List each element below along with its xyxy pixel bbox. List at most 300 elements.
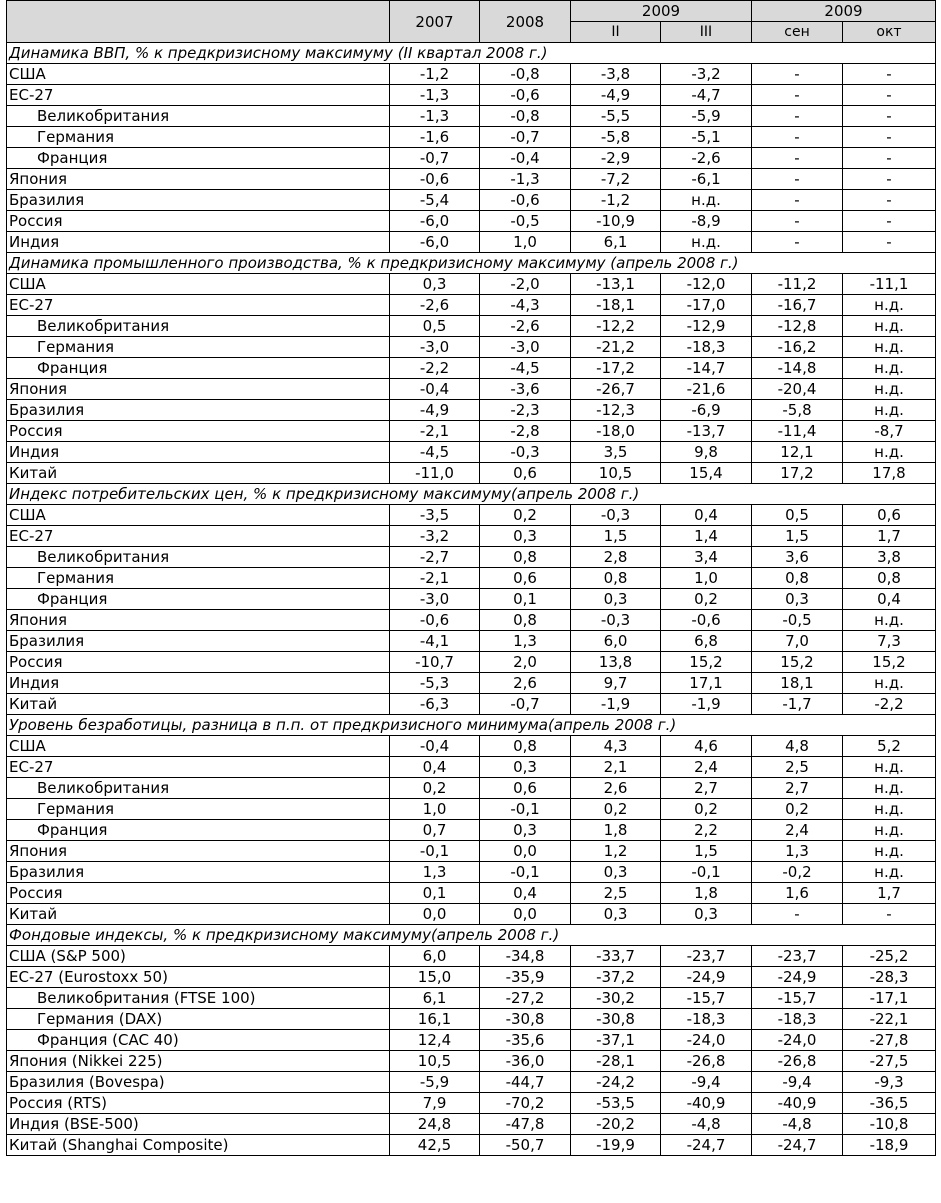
- row-label: ЕС-27: [7, 85, 390, 106]
- value-cell: 0,3: [571, 589, 661, 610]
- value-cell: -25,2: [843, 946, 936, 967]
- value-cell: -: [843, 148, 936, 169]
- value-cell: -12,0: [661, 274, 752, 295]
- value-cell: -24,9: [752, 967, 843, 988]
- section-header-row: [7, 43, 936, 64]
- value-cell: -22,1: [843, 1009, 936, 1030]
- row-label: США (S&P 500): [7, 946, 390, 967]
- value-cell: 7,0: [752, 631, 843, 652]
- value-cell: 0,8: [480, 610, 571, 631]
- row-label: США: [7, 274, 390, 295]
- value-cell: -0,1: [480, 862, 571, 883]
- section-title: Динамика ВВП, % к предкризисному максимуму (II квартал 2008 г.): [7, 43, 936, 64]
- value-cell: -11,2: [752, 274, 843, 295]
- section-title: Индекс потребительских цен, % к предкризисному максимуму(апрель 2008 г.): [7, 484, 936, 505]
- header-2009-months: 2009: [752, 1, 936, 22]
- value-cell: -18,3: [752, 1009, 843, 1030]
- value-cell: 2,7: [752, 778, 843, 799]
- row-label: Россия: [7, 421, 390, 442]
- value-cell: -: [752, 190, 843, 211]
- value-cell: 3,6: [752, 547, 843, 568]
- value-cell: 0,1: [390, 883, 480, 904]
- table-row: [7, 610, 936, 631]
- value-cell: -26,7: [571, 379, 661, 400]
- value-cell: 5,2: [843, 736, 936, 757]
- value-cell: -3,2: [390, 526, 480, 547]
- value-cell: 2,2: [661, 820, 752, 841]
- value-cell: 0,2: [661, 589, 752, 610]
- row-label: Бразилия: [7, 190, 390, 211]
- value-cell: -18,9: [843, 1135, 936, 1156]
- section-title: Динамика промышленного производства, % к предкризисному максимуму (апрель 2008 г.): [7, 253, 936, 274]
- value-cell: н.д.: [843, 295, 936, 316]
- value-cell: -24,0: [661, 1030, 752, 1051]
- value-cell: -70,2: [480, 1093, 571, 1114]
- header-oct: окт: [843, 22, 936, 43]
- row-label: Германия: [7, 337, 390, 358]
- value-cell: -13,7: [661, 421, 752, 442]
- value-cell: -4,8: [661, 1114, 752, 1135]
- row-label: США: [7, 505, 390, 526]
- table-row: [7, 820, 936, 841]
- table-row: [7, 421, 936, 442]
- value-cell: -4,8: [752, 1114, 843, 1135]
- value-cell: -2,2: [390, 358, 480, 379]
- value-cell: -26,8: [752, 1051, 843, 1072]
- value-cell: 0,0: [480, 841, 571, 862]
- value-cell: -15,7: [752, 988, 843, 1009]
- table-row: [7, 904, 936, 925]
- value-cell: -2,6: [390, 295, 480, 316]
- row-label: Россия: [7, 883, 390, 904]
- value-cell: -3,6: [480, 379, 571, 400]
- value-cell: -28,1: [571, 1051, 661, 1072]
- value-cell: 1,5: [661, 841, 752, 862]
- value-cell: 4,6: [661, 736, 752, 757]
- value-cell: -7,2: [571, 169, 661, 190]
- value-cell: -18,1: [571, 295, 661, 316]
- value-cell: 1,0: [661, 568, 752, 589]
- value-cell: -2,6: [661, 148, 752, 169]
- value-cell: -37,1: [571, 1030, 661, 1051]
- value-cell: н.д.: [661, 190, 752, 211]
- value-cell: -5,9: [390, 1072, 480, 1093]
- header-2007: 2007: [390, 1, 480, 43]
- value-cell: 1,4: [661, 526, 752, 547]
- value-cell: -30,8: [571, 1009, 661, 1030]
- row-label: ЕС-27: [7, 526, 390, 547]
- table-row: [7, 190, 936, 211]
- value-cell: 1,6: [752, 883, 843, 904]
- value-cell: -: [752, 85, 843, 106]
- value-cell: 1,7: [843, 526, 936, 547]
- value-cell: н.д.: [843, 379, 936, 400]
- value-cell: 1,5: [571, 526, 661, 547]
- value-cell: -2,0: [480, 274, 571, 295]
- value-cell: 1,3: [390, 862, 480, 883]
- row-label: Великобритания: [7, 778, 390, 799]
- table-row: [7, 379, 936, 400]
- section-header-row: [7, 715, 936, 736]
- value-cell: -27,5: [843, 1051, 936, 1072]
- value-cell: -0,8: [480, 106, 571, 127]
- value-cell: -4,9: [390, 400, 480, 421]
- value-cell: 7,9: [390, 1093, 480, 1114]
- value-cell: 10,5: [571, 463, 661, 484]
- value-cell: н.д.: [843, 820, 936, 841]
- row-label: Франция: [7, 148, 390, 169]
- value-cell: -16,2: [752, 337, 843, 358]
- value-cell: -: [843, 106, 936, 127]
- value-cell: -0,7: [480, 127, 571, 148]
- table-row: [7, 358, 936, 379]
- value-cell: -1,6: [390, 127, 480, 148]
- value-cell: -0,4: [390, 379, 480, 400]
- value-cell: 0,3: [661, 904, 752, 925]
- row-label: США: [7, 736, 390, 757]
- table-row: [7, 148, 936, 169]
- value-cell: 15,2: [752, 652, 843, 673]
- row-label: ЕС-27 (Eurostoxx 50): [7, 967, 390, 988]
- value-cell: -18,0: [571, 421, 661, 442]
- value-cell: 3,4: [661, 547, 752, 568]
- table-row: [7, 169, 936, 190]
- value-cell: 0,5: [752, 505, 843, 526]
- value-cell: 3,8: [843, 547, 936, 568]
- header-row-years: [7, 1, 936, 22]
- value-cell: -12,2: [571, 316, 661, 337]
- table-row: [7, 211, 936, 232]
- value-cell: -0,1: [390, 841, 480, 862]
- table-row: [7, 988, 936, 1009]
- value-cell: -2,3: [480, 400, 571, 421]
- value-cell: -36,0: [480, 1051, 571, 1072]
- value-cell: -: [843, 64, 936, 85]
- value-cell: -2,1: [390, 568, 480, 589]
- value-cell: 16,1: [390, 1009, 480, 1030]
- row-label: Франция: [7, 820, 390, 841]
- value-cell: -: [752, 232, 843, 253]
- value-cell: 0,0: [480, 904, 571, 925]
- value-cell: -8,9: [661, 211, 752, 232]
- value-cell: -35,6: [480, 1030, 571, 1051]
- value-cell: 9,7: [571, 673, 661, 694]
- table-row: [7, 106, 936, 127]
- table-row: [7, 967, 936, 988]
- header-q3: III: [661, 22, 752, 43]
- value-cell: -4,5: [390, 442, 480, 463]
- row-label: Франция: [7, 358, 390, 379]
- value-cell: -10,9: [571, 211, 661, 232]
- value-cell: -: [843, 127, 936, 148]
- value-cell: -0,8: [480, 64, 571, 85]
- value-cell: 1,0: [480, 232, 571, 253]
- value-cell: н.д.: [843, 442, 936, 463]
- value-cell: 2,6: [571, 778, 661, 799]
- table-row: [7, 274, 936, 295]
- value-cell: 0,6: [480, 778, 571, 799]
- value-cell: -1,3: [480, 169, 571, 190]
- value-cell: -0,6: [390, 610, 480, 631]
- value-cell: -3,8: [571, 64, 661, 85]
- value-cell: -28,3: [843, 967, 936, 988]
- table-row: [7, 589, 936, 610]
- row-label: Китай: [7, 463, 390, 484]
- value-cell: 0,2: [390, 778, 480, 799]
- value-cell: -: [752, 106, 843, 127]
- value-cell: -24,7: [752, 1135, 843, 1156]
- value-cell: 0,7: [390, 820, 480, 841]
- table-row: [7, 631, 936, 652]
- value-cell: -6,3: [390, 694, 480, 715]
- value-cell: н.д.: [843, 778, 936, 799]
- value-cell: 0,3: [390, 274, 480, 295]
- value-cell: -: [843, 211, 936, 232]
- value-cell: -6,0: [390, 211, 480, 232]
- row-label: Германия: [7, 568, 390, 589]
- value-cell: -0,2: [752, 862, 843, 883]
- value-cell: -8,7: [843, 421, 936, 442]
- value-cell: -15,7: [661, 988, 752, 1009]
- value-cell: 17,1: [661, 673, 752, 694]
- value-cell: 42,5: [390, 1135, 480, 1156]
- section-header-row: [7, 484, 936, 505]
- row-label: Великобритания: [7, 106, 390, 127]
- value-cell: 1,2: [571, 841, 661, 862]
- value-cell: -12,3: [571, 400, 661, 421]
- table-row: [7, 64, 936, 85]
- value-cell: -27,2: [480, 988, 571, 1009]
- value-cell: н.д.: [843, 757, 936, 778]
- row-label: США: [7, 64, 390, 85]
- value-cell: -6,9: [661, 400, 752, 421]
- value-cell: -0,1: [661, 862, 752, 883]
- row-label: Китай: [7, 904, 390, 925]
- value-cell: -0,6: [480, 85, 571, 106]
- row-label: Япония: [7, 379, 390, 400]
- value-cell: н.д.: [843, 862, 936, 883]
- table-row: [7, 778, 936, 799]
- value-cell: -0,3: [571, 610, 661, 631]
- value-cell: -40,9: [661, 1093, 752, 1114]
- value-cell: 6,1: [390, 988, 480, 1009]
- value-cell: 1,8: [571, 820, 661, 841]
- value-cell: 0,3: [480, 820, 571, 841]
- value-cell: -5,1: [661, 127, 752, 148]
- table-row: [7, 946, 936, 967]
- value-cell: -: [843, 169, 936, 190]
- value-cell: 1,5: [752, 526, 843, 547]
- value-cell: -11,0: [390, 463, 480, 484]
- value-cell: 0,0: [390, 904, 480, 925]
- value-cell: -5,3: [390, 673, 480, 694]
- value-cell: 0,2: [480, 505, 571, 526]
- value-cell: 0,6: [480, 568, 571, 589]
- row-label: Бразилия: [7, 400, 390, 421]
- value-cell: -17,1: [843, 988, 936, 1009]
- table-row: [7, 736, 936, 757]
- value-cell: -2,7: [390, 547, 480, 568]
- value-cell: 2,0: [480, 652, 571, 673]
- table-row: [7, 85, 936, 106]
- table-row: [7, 127, 936, 148]
- row-label: Бразилия: [7, 862, 390, 883]
- value-cell: -10,8: [843, 1114, 936, 1135]
- value-cell: 1,7: [843, 883, 936, 904]
- value-cell: -27,8: [843, 1030, 936, 1051]
- row-label: Россия: [7, 211, 390, 232]
- value-cell: н.д.: [843, 337, 936, 358]
- value-cell: -: [752, 127, 843, 148]
- row-label: Китай (Shanghai Composite): [7, 1135, 390, 1156]
- value-cell: -1,9: [571, 694, 661, 715]
- value-cell: -2,1: [390, 421, 480, 442]
- value-cell: -0,7: [390, 148, 480, 169]
- header-corner-cell: [7, 1, 390, 43]
- table-row: [7, 295, 936, 316]
- value-cell: -: [752, 64, 843, 85]
- value-cell: -18,3: [661, 337, 752, 358]
- value-cell: 1,8: [661, 883, 752, 904]
- value-cell: -10,7: [390, 652, 480, 673]
- section-header-row: [7, 925, 936, 946]
- row-label: Германия: [7, 127, 390, 148]
- value-cell: -1,3: [390, 85, 480, 106]
- value-cell: -4,9: [571, 85, 661, 106]
- value-cell: -23,7: [752, 946, 843, 967]
- value-cell: -1,7: [752, 694, 843, 715]
- value-cell: -4,1: [390, 631, 480, 652]
- header-2008: 2008: [480, 1, 571, 43]
- row-label: Китай: [7, 694, 390, 715]
- value-cell: -16,7: [752, 295, 843, 316]
- value-cell: 0,2: [661, 799, 752, 820]
- value-cell: 0,6: [843, 505, 936, 526]
- value-cell: -0,5: [752, 610, 843, 631]
- value-cell: -0,3: [571, 505, 661, 526]
- value-cell: 17,2: [752, 463, 843, 484]
- value-cell: 12,4: [390, 1030, 480, 1051]
- value-cell: н.д.: [843, 673, 936, 694]
- row-label: Великобритания: [7, 547, 390, 568]
- value-cell: 3,5: [571, 442, 661, 463]
- value-cell: 0,8: [752, 568, 843, 589]
- value-cell: -5,8: [752, 400, 843, 421]
- value-cell: 2,5: [571, 883, 661, 904]
- table-row: [7, 1030, 936, 1051]
- value-cell: 0,3: [752, 589, 843, 610]
- value-cell: -6,1: [661, 169, 752, 190]
- value-cell: -20,4: [752, 379, 843, 400]
- value-cell: -5,4: [390, 190, 480, 211]
- value-cell: -0,4: [390, 736, 480, 757]
- table-row: [7, 1093, 936, 1114]
- value-cell: 15,2: [843, 652, 936, 673]
- table-row: [7, 463, 936, 484]
- value-cell: -14,7: [661, 358, 752, 379]
- value-cell: 6,8: [661, 631, 752, 652]
- value-cell: 0,8: [480, 736, 571, 757]
- value-cell: н.д.: [843, 841, 936, 862]
- value-cell: -44,7: [480, 1072, 571, 1093]
- value-cell: -1,9: [661, 694, 752, 715]
- value-cell: н.д.: [843, 358, 936, 379]
- row-label: Великобритания (FTSE 100): [7, 988, 390, 1009]
- value-cell: -0,6: [390, 169, 480, 190]
- value-cell: -13,1: [571, 274, 661, 295]
- value-cell: 7,3: [843, 631, 936, 652]
- row-label: Индия (BSE-500): [7, 1114, 390, 1135]
- value-cell: -20,2: [571, 1114, 661, 1135]
- value-cell: -24,0: [752, 1030, 843, 1051]
- value-cell: 2,1: [571, 757, 661, 778]
- value-cell: -9,3: [843, 1072, 936, 1093]
- value-cell: -0,4: [480, 148, 571, 169]
- value-cell: -2,9: [571, 148, 661, 169]
- value-cell: -3,2: [661, 64, 752, 85]
- value-cell: -23,7: [661, 946, 752, 967]
- value-cell: 15,0: [390, 967, 480, 988]
- table-row: [7, 1135, 936, 1156]
- value-cell: 2,8: [571, 547, 661, 568]
- value-cell: 2,7: [661, 778, 752, 799]
- value-cell: 13,8: [571, 652, 661, 673]
- row-label: Япония: [7, 841, 390, 862]
- value-cell: -11,4: [752, 421, 843, 442]
- table-row: [7, 883, 936, 904]
- row-label: Франция (CAC 40): [7, 1030, 390, 1051]
- row-label: Япония: [7, 610, 390, 631]
- row-label: ЕС-27: [7, 295, 390, 316]
- value-cell: -24,2: [571, 1072, 661, 1093]
- value-cell: -21,2: [571, 337, 661, 358]
- value-cell: -26,8: [661, 1051, 752, 1072]
- row-label: Германия: [7, 799, 390, 820]
- value-cell: 9,8: [661, 442, 752, 463]
- row-label: Россия: [7, 652, 390, 673]
- row-label: Япония: [7, 169, 390, 190]
- value-cell: 17,8: [843, 463, 936, 484]
- value-cell: 0,3: [571, 904, 661, 925]
- value-cell: -5,8: [571, 127, 661, 148]
- value-cell: -: [752, 904, 843, 925]
- value-cell: -1,3: [390, 106, 480, 127]
- value-cell: -34,8: [480, 946, 571, 967]
- value-cell: -21,6: [661, 379, 752, 400]
- value-cell: 12,1: [752, 442, 843, 463]
- value-cell: 0,4: [843, 589, 936, 610]
- value-cell: 2,4: [752, 820, 843, 841]
- value-cell: 1,0: [390, 799, 480, 820]
- value-cell: 10,5: [390, 1051, 480, 1072]
- value-cell: -0,3: [480, 442, 571, 463]
- value-cell: -11,1: [843, 274, 936, 295]
- value-cell: 1,3: [480, 631, 571, 652]
- value-cell: -37,2: [571, 967, 661, 988]
- value-cell: 15,2: [661, 652, 752, 673]
- row-label: Индия: [7, 232, 390, 253]
- value-cell: 6,0: [571, 631, 661, 652]
- value-cell: н.д.: [843, 400, 936, 421]
- value-cell: 15,4: [661, 463, 752, 484]
- table-body: [7, 43, 936, 1156]
- value-cell: -: [752, 148, 843, 169]
- value-cell: -33,7: [571, 946, 661, 967]
- value-cell: 2,4: [661, 757, 752, 778]
- value-cell: 0,1: [480, 589, 571, 610]
- value-cell: -47,8: [480, 1114, 571, 1135]
- value-cell: -24,7: [661, 1135, 752, 1156]
